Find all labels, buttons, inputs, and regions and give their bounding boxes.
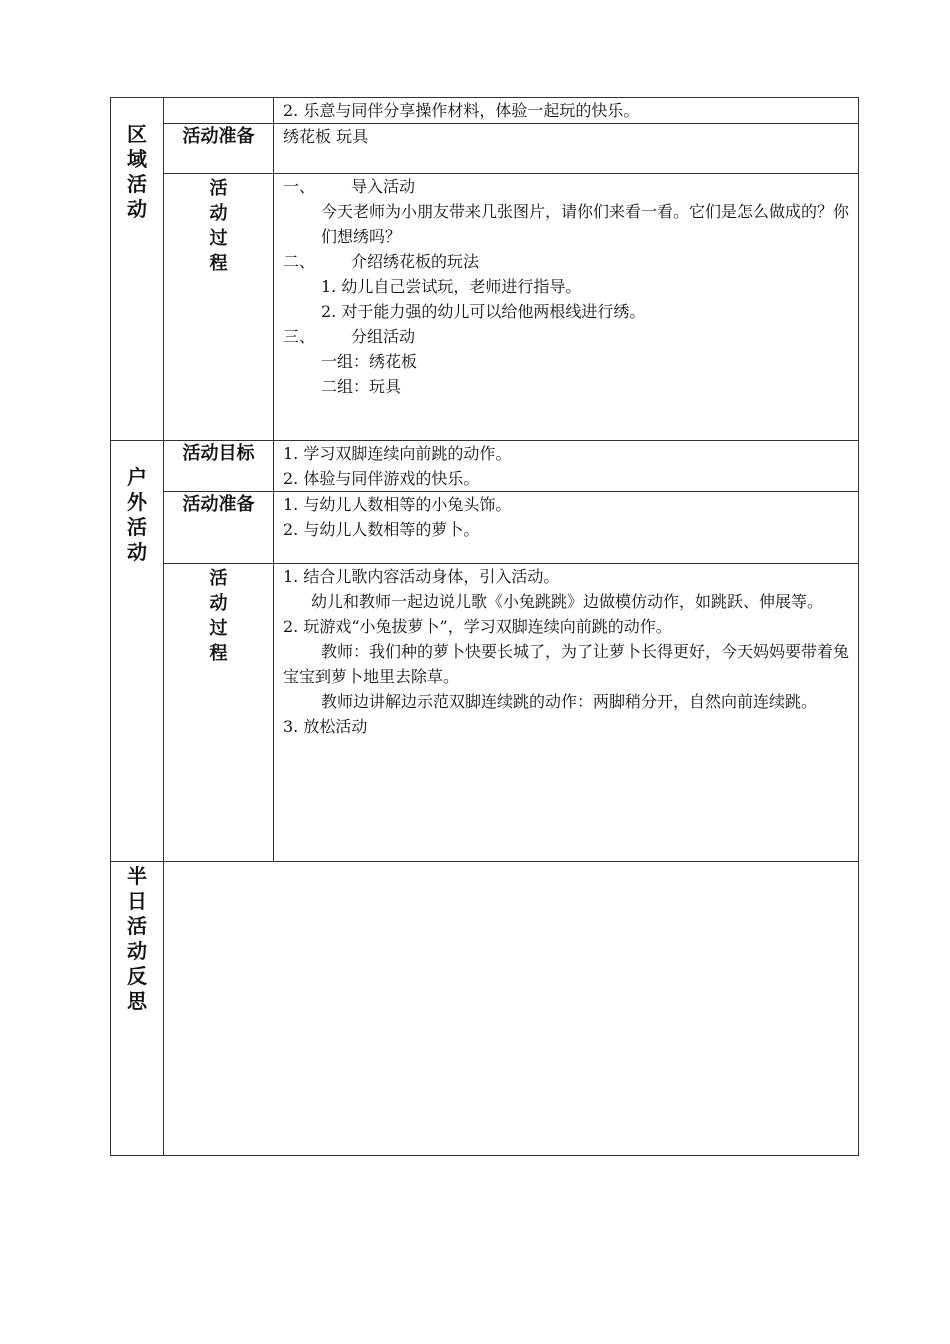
area-process-group-2: 二组：玩具 <box>321 377 402 396</box>
outdoor-prep-1: 1. 与幼儿人数相等的小兔头饰。 <box>283 495 512 514</box>
outdoor-goal-2: 2. 体验与同伴游戏的快乐。 <box>283 469 480 488</box>
outdoor-goal-1: 1. 学习双脚连续向前跳的动作。 <box>283 444 512 463</box>
area-process-step-1: 1. 幼儿自己尝试玩，老师进行指导。 <box>321 277 582 296</box>
outdoor-process-line-3: 2. 玩游戏“小兔拔萝卜”，学习双脚连续向前跳的动作。 <box>283 617 672 636</box>
area-process-heading-1: 一、 导入活动 <box>283 177 416 196</box>
reflection-row <box>111 862 859 1156</box>
area-prep-text: 绣花板 玩具 <box>283 127 369 146</box>
outdoor-process-line-5: 教师边讲解边示范双脚连续跳的动作：两脚稍分开，自然向前连续跳。 <box>321 692 818 711</box>
area-prep-row <box>111 124 859 174</box>
area-goal-row <box>111 98 859 124</box>
area-process-cell <box>274 174 859 441</box>
area-goal-cell <box>274 98 859 124</box>
area-section-label: 区 域 活 动 <box>111 98 164 441</box>
area-process-heading-2: 二、 介绍绣花板的玩法 <box>283 252 480 271</box>
area-goal-label-cell <box>164 98 274 124</box>
outdoor-process-line-4: 教师：我们种的萝卜快要长城了，为了让萝卜长得更好，今天妈妈要带着兔宝宝到萝卜地里去除草。 <box>283 642 850 686</box>
outdoor-prep-label: 活动准备 <box>164 492 274 564</box>
area-process-para-1: 今天老师为小朋友带来几张图片，请你们来看一看。它们是怎么做成的？你们想绣吗？ <box>321 202 850 246</box>
area-process-label: 活 动 过 程 <box>164 174 274 441</box>
outdoor-goal-row <box>111 441 859 492</box>
area-process-step-2: 2. 对于能力强的幼儿可以给他两根线进行绣。 <box>321 302 646 321</box>
activity-plan-table <box>110 97 859 1156</box>
reflection-content-cell <box>164 862 859 1156</box>
outdoor-prep-row <box>111 492 859 564</box>
area-process-heading-3: 三、 分组活动 <box>283 327 416 346</box>
area-prep-cell <box>274 124 859 174</box>
area-process-row <box>111 174 859 441</box>
reflection-section-label: 半 日 活 动 反 思 <box>111 862 164 1156</box>
outdoor-process-label: 活 动 过 程 <box>164 564 274 862</box>
area-goal-line-2: 2. 乐意与同伴分享操作材料，体验一起玩的快乐。 <box>283 101 640 120</box>
outdoor-process-cell <box>274 564 859 862</box>
outdoor-goal-cell <box>274 441 859 492</box>
area-prep-label: 活动准备 <box>164 124 274 174</box>
outdoor-process-line-6: 3. 放松活动 <box>283 717 368 736</box>
outdoor-process-line-1: 1. 结合儿歌内容活动身体，引入活动。 <box>283 567 560 586</box>
outdoor-process-line-2: 幼儿和教师一起边说儿歌《小兔跳跳》边做模仿动作，如跳跃、伸展等。 <box>311 592 824 611</box>
outdoor-section-label: 户 外 活 动 <box>111 441 164 862</box>
area-process-group-1: 一组：绣花板 <box>321 352 418 371</box>
outdoor-goal-label: 活动目标 <box>164 441 274 492</box>
outdoor-process-row <box>111 564 859 862</box>
outdoor-prep-cell <box>274 492 859 564</box>
outdoor-prep-2: 2. 与幼儿人数相等的萝卜。 <box>283 520 480 539</box>
